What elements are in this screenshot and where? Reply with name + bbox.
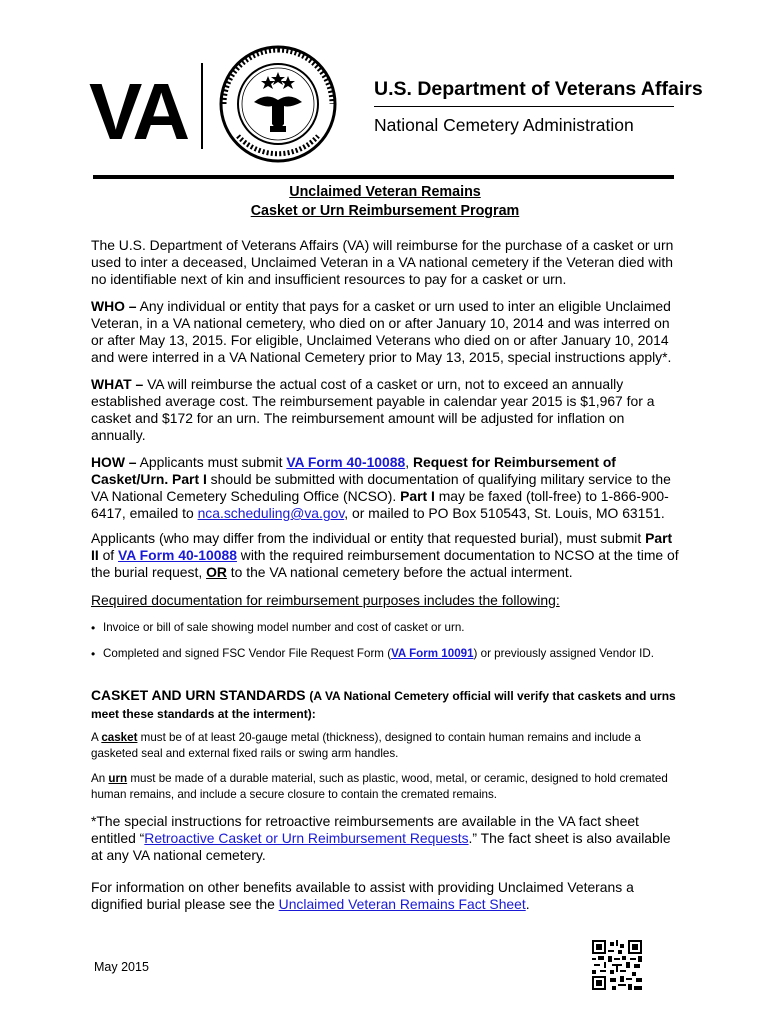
list-item	[91, 620, 681, 636]
list-item	[91, 646, 681, 662]
how-comma: ,	[405, 454, 410, 470]
applicants-or: OR	[206, 564, 227, 580]
bullet-vendor-text-1: Completed and signed FSC Vendor File Request Form (	[103, 647, 392, 660]
applicants-text-1: Applicants (who may differ from the individual or entity that requested burial), must submit	[91, 530, 642, 546]
special-instructions	[91, 813, 681, 864]
va-form-10091-link[interactable]: VA Form 10091	[391, 647, 474, 660]
retroactive-fact-sheet-link[interactable]: Retroactive Casket or Urn Reimbursement Requests	[144, 830, 469, 846]
administration-name: National Cemetery Administration	[374, 115, 634, 135]
how-section	[91, 454, 681, 522]
info-text-2: .	[525, 896, 530, 912]
required-docs-heading-text: Required documentation for reimbursement purposes includes the following:	[91, 592, 560, 608]
bullet-vendor-text-2: ) or previously assigned Vendor ID.	[473, 647, 654, 660]
what-text: VA will reimburse the actual cost of a casket or urn, not to exceed an annually established average cost. The reimbursement payable in calendar year 2015 is $1,967 for a casket and $172 for an urn. The reimbursement amount will be adjusted for inflation on annually.	[91, 376, 655, 443]
document-title: Unclaimed Veteran Remains	[289, 184, 481, 200]
how-request-title: Request for Reimbursement of Casket/Urn. Part I	[91, 454, 616, 487]
who-label: WHO –	[91, 298, 137, 314]
logo-divider	[201, 63, 203, 149]
who-text: Any individual or entity that pays for a casket or urn used to inter an eligible Unclaimed Veteran, in a VA national cemetery, who died on or after January 10, 2014 and was interred on or after May 13, 2015. For eligible, Unclaimed Veterans who died on or after January 10, 2014 and were interred in a VA National Cemetery prior to May 13, 2015, special instructions apply*.	[91, 298, 672, 365]
header-rule	[93, 175, 674, 179]
info-text-1: For information on other benefits available to assist with providing Unclaimed Veterans a dignified burial please see the	[91, 879, 634, 912]
standards-heading: CASKET AND URN STANDARDS	[91, 687, 306, 703]
how-text-5: , or mailed to PO Box 510543, St. Louis, MO 63151.	[344, 505, 665, 521]
va-seal-icon	[218, 44, 338, 164]
qr-code-icon	[592, 940, 642, 990]
how-part-one: Part I	[400, 488, 435, 504]
intro-paragraph	[91, 237, 681, 288]
va-logo: VA	[89, 67, 187, 156]
special-text-1: *The special instructions for retroactive reimbursements are available in the VA fact sheet entitled “	[91, 813, 639, 846]
required-docs-list	[91, 620, 681, 662]
header-divider	[374, 106, 674, 107]
intro-text: The U.S. Department of Veterans Affairs (VA) will reimburse for the purchase of a casket or urn used to inter a deceased, Unclaimed Veteran in a VA national cemetery if the Veteran died with no identifiable next of kin and insufficient resources to pay for a casket or urn.	[91, 237, 674, 287]
how-text-3: should be submitted with documentation of qualifying military service to the VA National Cemetery Scheduling Office (NCSO).	[91, 471, 671, 504]
benefits-info	[91, 879, 681, 913]
standards-section	[91, 687, 681, 723]
required-docs-heading	[91, 592, 681, 609]
bullet-invoice: Invoice or bill of sale showing model number and cost of casket or urn.	[103, 621, 465, 634]
applicants-text-3: with the required reimbursement documentation to NCSO at the time of the burial request,	[91, 547, 679, 580]
how-text-1: Applicants must submit	[139, 454, 283, 470]
special-text-2: .” The fact sheet is also available at any VA national cemetery.	[91, 830, 671, 863]
applicants-text-4: to the VA national cemetery before the actual interment.	[230, 564, 573, 580]
what-label: WHAT –	[91, 376, 144, 392]
va-form-40-10088-link-2[interactable]: VA Form 40-10088	[118, 547, 237, 563]
casket-term: casket	[101, 731, 138, 744]
va-form-40-10088-link[interactable]: VA Form 40-10088	[286, 454, 406, 470]
document-subtitle: Casket or Urn Reimbursement Program	[250, 203, 520, 219]
standards-subheading: (A VA National Cemetery official will verify that caskets and urns meet these standards at the interment):	[91, 689, 676, 721]
urn-text-2: must be made of a durable material, such as plastic, wood, metal, or ceramic, designed to hold cremated human remains, and include a secure closure to contain the cremated remains.	[91, 772, 668, 801]
urn-term: urn	[108, 772, 128, 785]
how-label: HOW –	[91, 454, 137, 470]
how-text-4: may be faxed (toll-free) to 1-866-900-6417, emailed to	[91, 488, 669, 521]
casket-standard	[91, 730, 681, 762]
urn-standard	[91, 771, 681, 803]
applicants-text-2: of	[102, 547, 115, 563]
what-section	[91, 376, 681, 444]
applicants-part-two: Part II	[91, 530, 673, 563]
casket-text-1: A	[91, 731, 99, 744]
ncso-email-link[interactable]: nca.scheduling@va.gov	[197, 505, 345, 521]
who-section	[91, 298, 681, 366]
applicants-section	[91, 530, 681, 581]
urn-text-1: An	[91, 772, 106, 785]
footer-date: May 2015	[94, 960, 149, 974]
department-name: U.S. Department of Veterans Affairs	[374, 78, 703, 100]
unclaimed-remains-fact-sheet-link[interactable]: Unclaimed Veteran Remains Fact Sheet	[278, 896, 526, 912]
casket-text-2: must be of at least 20-gauge metal (thickness), designed to contain human remains and include a gasketed seal and external fixed rails or swing arm handles.	[91, 731, 641, 760]
